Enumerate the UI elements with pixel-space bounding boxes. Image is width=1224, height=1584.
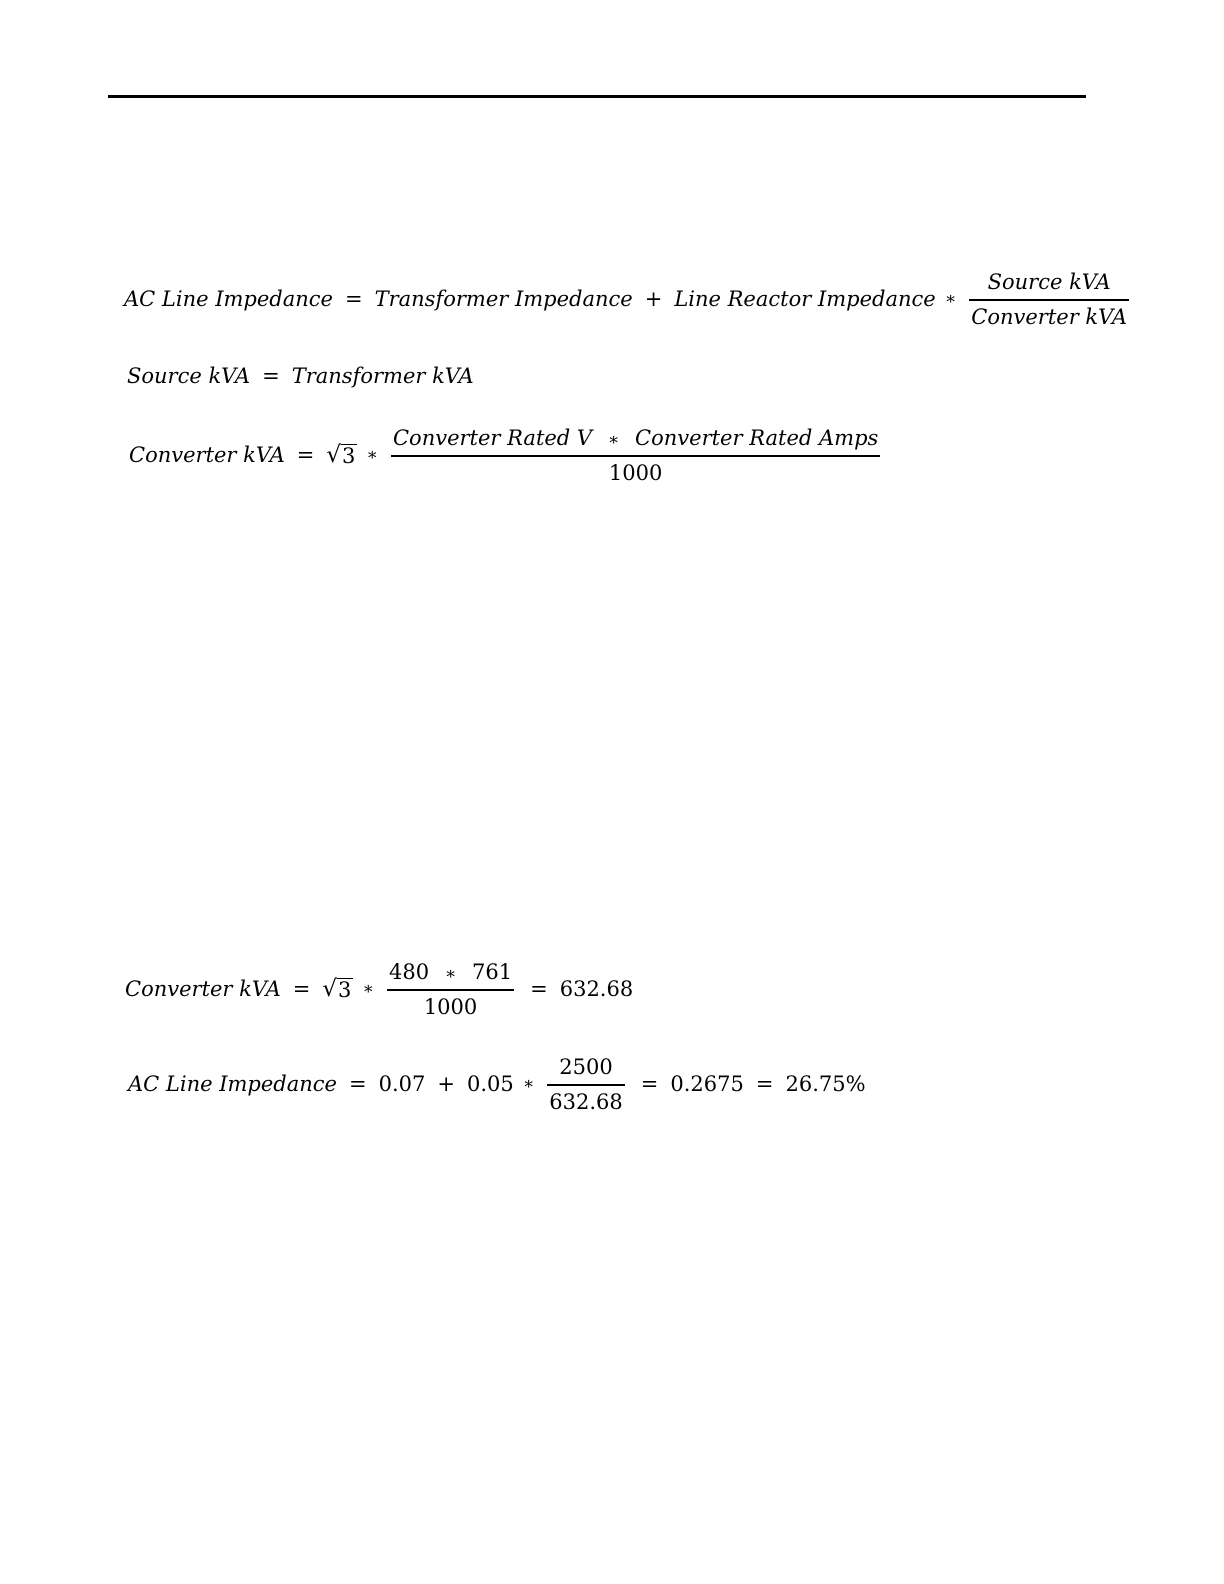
converter-kva-lhs: Converter kVA	[125, 977, 281, 1002]
plus-sign: +	[644, 287, 663, 312]
fraction-denominator: 1000	[608, 460, 663, 485]
fraction-numerator	[387, 962, 514, 989]
line-reactor-impedance-term: Line Reactor Impedance	[674, 287, 936, 312]
equals-sign: =	[262, 364, 280, 388]
multiply-sign: ∗	[366, 445, 378, 466]
header-rule	[108, 95, 1086, 98]
square-root	[326, 444, 357, 467]
multiply-sign: ∗	[944, 289, 957, 310]
fraction-denominator: Converter kVA	[971, 304, 1128, 329]
transformer-kva-rhs: Transformer kVA	[291, 364, 474, 388]
equals-sign: =	[640, 1072, 659, 1097]
formula-converter-kva	[129, 428, 884, 484]
line-reactor-impedance-value: 0.05	[466, 1072, 514, 1097]
equals-sign: =	[344, 287, 363, 312]
multiply-sign: ∗	[444, 964, 457, 984]
rated-amps-term: Converter Rated Amps	[635, 426, 879, 450]
converter-kva-lhs: Converter kVA	[129, 443, 285, 468]
impedance-result-decimal: 0.2675	[670, 1072, 744, 1097]
calculation-ac-line-impedance	[128, 1057, 866, 1113]
radicand: 3	[342, 444, 356, 469]
source-over-converter-fraction	[547, 1057, 624, 1113]
fraction-numerator: 2500	[559, 1055, 613, 1079]
equals-sign: =	[530, 977, 548, 1002]
fraction-numerator: Source kVA	[987, 270, 1111, 294]
radicand: 3	[338, 978, 352, 1003]
plus-sign: +	[437, 1072, 455, 1097]
ac-line-impedance-lhs: AC Line Impedance	[128, 1072, 337, 1097]
impedance-result-percent: 26.75%	[785, 1072, 866, 1097]
transformer-impedance-value: 0.07	[378, 1072, 426, 1097]
fraction-denominator: 1000	[423, 994, 478, 1019]
multiply-sign: ∗	[607, 430, 620, 450]
multiply-sign: ∗	[522, 1074, 535, 1095]
rated-power-fraction	[387, 962, 514, 1018]
rated-power-fraction	[391, 428, 880, 484]
multiply-sign: ∗	[362, 979, 374, 1000]
source-over-converter-fraction	[969, 272, 1129, 328]
equals-sign: =	[296, 443, 315, 468]
formula-ac-line-impedance	[124, 272, 1133, 328]
formula-source-kva	[127, 366, 474, 387]
converter-kva-result: 632.68	[559, 977, 634, 1002]
fraction-numerator	[391, 428, 880, 455]
radical-sign: √	[322, 976, 338, 1003]
ac-line-impedance-lhs: AC Line Impedance	[124, 287, 333, 312]
transformer-impedance-term: Transformer Impedance	[374, 287, 633, 312]
rated-amps-value: 761	[472, 960, 513, 984]
source-kva-lhs: Source kVA	[127, 364, 251, 388]
rated-volts-value: 480	[388, 960, 430, 984]
square-root	[322, 978, 353, 1001]
equals-sign: =	[755, 1072, 774, 1097]
equals-sign: =	[292, 977, 311, 1002]
rated-volts-term: Converter Rated V	[392, 426, 593, 450]
fraction-denominator: 632.68	[549, 1089, 623, 1114]
radical-sign: √	[326, 442, 342, 469]
calculation-converter-kva	[125, 962, 633, 1018]
equals-sign: =	[348, 1072, 367, 1097]
